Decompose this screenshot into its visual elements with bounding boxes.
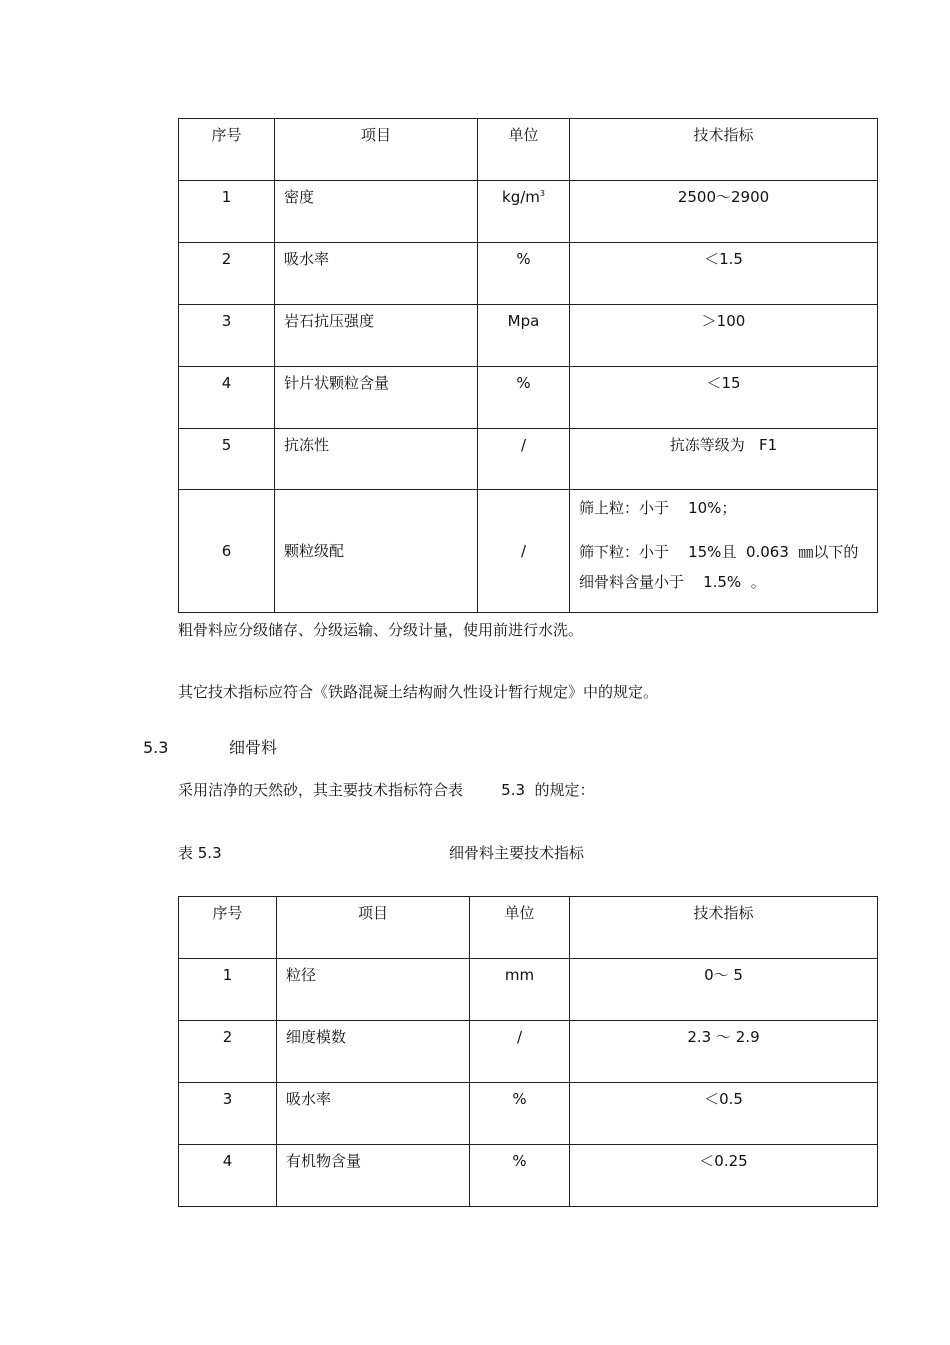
row-spec: ＞100 [570,305,878,367]
grading-line-3: 细骨料含量小于 1.5% 。 [579,573,766,591]
header-spec: 技术指标 [570,897,878,959]
table-row [179,243,878,305]
row-no: 3 [179,1083,277,1145]
row-no: 3 [179,305,275,367]
row-spec: ＜15 [570,367,878,429]
table-row [179,305,878,367]
paragraph-sand: 采用洁净的天然砂，其主要技术指标符合表 5.3 的规定： [178,781,595,799]
row-item: 抗冻性 [275,429,478,490]
header-no: 序号 [179,119,275,181]
row-unit: % [470,1145,570,1207]
row-spec: 0～ 5 [570,959,878,1021]
header-item: 项目 [277,897,470,959]
table-caption: 细骨料主要技术指标 [449,844,585,862]
header-item: 项目 [275,119,478,181]
row-unit: % [470,1083,570,1145]
table-row [179,1021,878,1083]
row-spec: ＜0.25 [570,1145,878,1207]
table-row [179,959,878,1021]
table-header-row [179,897,878,959]
row-spec: 抗冻等级为 F1 [570,429,878,490]
paragraph-storage: 粗骨料应分级储存、分级运输、分级计量，使用前进行水洗。 [178,621,584,639]
table-row [179,1083,878,1145]
row-unit: % [478,243,570,305]
header-spec: 技术指标 [570,119,878,181]
row-item: 有机物含量 [277,1145,470,1207]
row-spec-grading [570,490,878,613]
row-item: 吸水率 [277,1083,470,1145]
row-item: 吸水率 [275,243,478,305]
row-unit: / [470,1021,570,1083]
header-no: 序号 [179,897,277,959]
row-item: 针片状颗粒含量 [275,367,478,429]
row-unit: mm [470,959,570,1021]
row-item: 颗粒级配 [275,490,478,613]
unit-superscript: 3 [539,189,545,198]
row-no: 5 [179,429,275,490]
row-item: 密度 [275,181,478,243]
coarse-aggregate-table [178,118,878,613]
row-unit: % [478,367,570,429]
grading-line-1: 筛上粒：小于 10%； [579,499,737,517]
header-unit: 单位 [478,119,570,181]
table-row [179,1145,878,1207]
table-row [179,429,878,490]
row-no: 1 [179,181,275,243]
grading-line-2: 筛下粒：小于 15%且 0.063 ㎜以下的 [579,543,859,561]
row-no: 2 [179,243,275,305]
paragraph-other-specs: 其它技术指标应符合《铁路混凝土结构耐久性设计暂行规定》中的规定。 [178,683,659,701]
table-header-row [179,119,878,181]
row-unit: / [478,490,570,613]
row-no: 4 [179,367,275,429]
row-unit: / [478,429,570,490]
row-unit: Mpa [478,305,570,367]
row-spec: ＜0.5 [570,1083,878,1145]
row-no: 1 [179,959,277,1021]
row-no: 2 [179,1021,277,1083]
row-spec: ＜1.5 [570,243,878,305]
row-no: 4 [179,1145,277,1207]
row-no: 6 [179,490,275,613]
row-item: 岩石抗压强度 [275,305,478,367]
fine-aggregate-table [178,896,878,1207]
row-item: 粒径 [277,959,470,1021]
row-spec: 2500～2900 [570,181,878,243]
row-unit [478,181,570,243]
row-item: 细度模数 [277,1021,470,1083]
table-row [179,181,878,243]
row-spec: 2.3 ～ 2.9 [570,1021,878,1083]
header-unit: 单位 [470,897,570,959]
table-row [179,490,878,613]
table-row [179,367,878,429]
table-label: 表 5.3 [178,844,222,862]
section-number: 5.3 [143,738,169,757]
unit-text: kg/m [502,188,540,206]
section-title: 细骨料 [229,738,278,757]
